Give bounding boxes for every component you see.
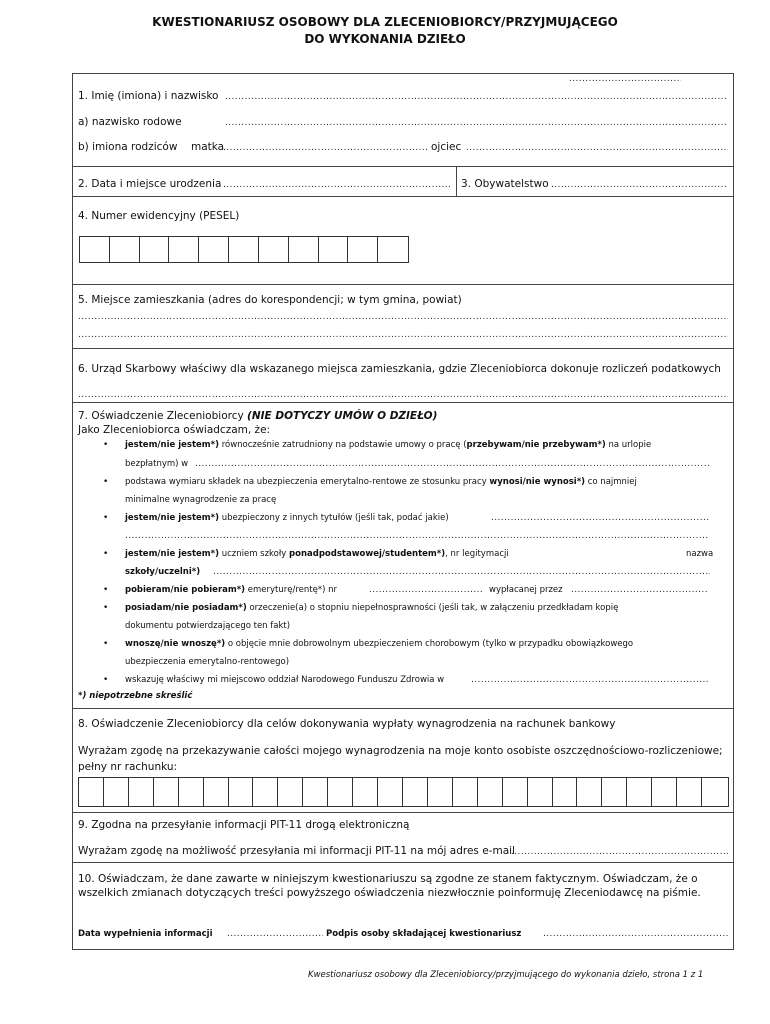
account-cell[interactable] — [253, 778, 278, 806]
address-field-1[interactable] — [78, 312, 728, 323]
parents-label: b) imiona rodziców — [78, 141, 178, 153]
address-label: 5. Miejsce zamieszkania (adres do korespondencji; w tym gmina, powiat) — [78, 294, 462, 306]
pesel-cell[interactable] — [229, 237, 259, 262]
maiden-name-field[interactable] — [225, 118, 728, 129]
account-cell[interactable] — [503, 778, 528, 806]
b5-field-2[interactable] — [571, 585, 709, 596]
form-title-line1: KWESTIONARIUSZ OSOBOWY DLA ZLECENIOBIORCY/PRZYJMUJĄCEGO — [152, 15, 618, 29]
bullet-icon: • — [103, 603, 109, 613]
divider — [73, 402, 733, 403]
b5-bold: pobieram/nie pobieram*) — [125, 585, 246, 595]
account-cell[interactable] — [353, 778, 378, 806]
account-cell[interactable] — [403, 778, 428, 806]
pesel-grid[interactable] — [79, 236, 409, 263]
bullet-icon: • — [103, 549, 109, 559]
divider — [73, 166, 733, 167]
father-field[interactable] — [466, 143, 728, 154]
b5-text: emeryturę/rentę*) — [247, 585, 326, 595]
date-field[interactable] — [227, 929, 323, 940]
divider-vertical — [456, 166, 457, 196]
form-box — [72, 73, 734, 950]
account-cell[interactable] — [702, 778, 728, 806]
mother-field[interactable] — [223, 143, 429, 154]
pesel-label: 4. Numer ewidencyjny (PESEL) — [78, 210, 240, 222]
account-cell[interactable] — [278, 778, 303, 806]
bullet-7 — [125, 639, 633, 650]
b3-bold: jestem/nie jestem*) — [125, 513, 219, 523]
maiden-name-label: a) nazwisko rodowe — [78, 116, 182, 128]
b6-text: orzeczenie(a) o stopniu niepełnosprawności (jeśli tak, w załączeniu przedkładam kopię — [249, 603, 619, 613]
b3-field-2[interactable] — [125, 531, 709, 542]
b1-field[interactable] — [195, 459, 710, 470]
citizenship-label: 3. Obywatelstwo — [461, 178, 549, 190]
account-cell[interactable] — [428, 778, 453, 806]
b2-bold: wynosi/nie wynosi*) — [489, 477, 586, 487]
b2-text: podstawa wymiaru składek na ubezpieczenia emerytalno-rentowe ze stosunku pracy — [125, 477, 487, 487]
b4-field-2[interactable] — [213, 567, 710, 578]
pit-text: Wyrażam zgodę na możliwość przesyłania mi informacji PIT-11 na mój adres e-mail — [78, 845, 515, 857]
b5-text2: wypłacanej przez — [489, 585, 563, 595]
b8-field[interactable] — [471, 675, 709, 686]
bullet-5 — [125, 585, 337, 596]
bullet-4 — [125, 549, 509, 560]
b1-bold2: przebywam/nie przebywam*) — [466, 440, 606, 450]
account-cell[interactable] — [478, 778, 503, 806]
b2-text2: co najmniej — [587, 477, 637, 487]
s7-heading — [78, 410, 437, 423]
bullet-icon: • — [103, 675, 109, 685]
pit-label: 9. Zgodna na przesyłanie informacji PIT-11 drogą elektroniczną — [78, 819, 410, 831]
declaration-text1: 10. Oświadczam, że dane zawarte w niniejszym kwestionariuszu są zgodne ze stanem faktycznym. Oświadczam, że o — [78, 873, 698, 885]
b1-bold: jestem/nie jestem*) — [125, 440, 219, 450]
declaration-text2: wszelkich zmianach dotyczących treści powyższego oświadczenia niezwłocznie poinformuję Zleceniodawcę na piśmie. — [78, 887, 701, 899]
b5-field[interactable] — [369, 585, 483, 596]
birth-label: 2. Data i miejsce urodzenia — [78, 178, 222, 190]
b6-bold: posiadam/nie posiadam*) — [125, 603, 247, 613]
account-cell[interactable] — [204, 778, 229, 806]
b3-text: ubezpieczony z innych tytułów (jeśli tak, podać jakie) — [221, 513, 449, 523]
bullet-2 — [125, 477, 637, 488]
bullet-1 — [125, 440, 651, 451]
divider — [73, 284, 733, 285]
account-grid[interactable] — [78, 777, 729, 807]
account-cell[interactable] — [229, 778, 254, 806]
divider — [73, 708, 733, 709]
pesel-cell[interactable] — [289, 237, 319, 262]
b4-text3: nazwa — [686, 549, 714, 559]
pesel-cell[interactable] — [140, 237, 170, 262]
pesel-cell[interactable] — [348, 237, 378, 262]
account-cell[interactable] — [528, 778, 553, 806]
bank-text2: pełny nr rachunku: — [78, 761, 178, 773]
b4-text: uczniem szkoły — [221, 549, 287, 559]
account-cell[interactable] — [179, 778, 204, 806]
b7-bold: wnoszę/nie wnoszę*) — [125, 639, 226, 649]
b1-text2: na urlopie — [605, 440, 652, 450]
bullet-6 — [125, 603, 618, 614]
b4-line2-bold: szkoły/uczelni*) — [125, 567, 201, 577]
sign-field[interactable] — [543, 929, 729, 940]
b4-text2: , nr legitymacji — [445, 549, 509, 559]
bullet-6-line2: dokumentu potwierdzającego ten fakt) — [125, 621, 291, 631]
pesel-cell[interactable] — [169, 237, 199, 262]
date-label: Data wypełnienia informacji — [78, 929, 213, 939]
pesel-cell[interactable] — [319, 237, 349, 262]
bullet-icon: • — [103, 585, 109, 595]
pesel-cell[interactable] — [80, 237, 110, 262]
account-cell[interactable] — [602, 778, 627, 806]
divider — [73, 862, 733, 863]
account-cell[interactable] — [154, 778, 179, 806]
bank-text1: Wyrażam zgodę na przekazywanie całości mojego wynagrodzenia na moje konto osobiste oszczędnościowo-rozliczeniowe; — [78, 745, 723, 757]
mother-label: matka — [191, 141, 225, 153]
s7-heading-text: 7. Oświadczenie Zleceniobiorcy — [78, 410, 244, 422]
tax-office-field[interactable] — [78, 390, 728, 401]
bullet-8: wskazuję właściwy mi miejscowo oddział Narodowego Funduszu Zdrowia w — [125, 675, 445, 685]
account-cell[interactable] — [553, 778, 578, 806]
s7-intro: Jako Zleceniobiorca oświadczam, że: — [78, 424, 271, 436]
email-field[interactable] — [511, 847, 728, 858]
name-label: 1. Imię (imiona) i nazwisko — [78, 90, 219, 102]
pesel-cell[interactable] — [110, 237, 140, 262]
birth-field[interactable] — [223, 180, 451, 191]
pesel-cell[interactable] — [199, 237, 229, 262]
account-cell[interactable] — [328, 778, 353, 806]
bullet-4-line2 — [125, 567, 200, 578]
b4-bold2: ponadpodstawowej/studentem*) — [289, 549, 446, 559]
address-field-2[interactable] — [78, 330, 728, 341]
b7-text: o objęcie mnie dobrowolnym ubezpieczeniem chorobowym (tylko w przypadku obowiązkowego — [227, 639, 634, 649]
account-cell[interactable] — [677, 778, 702, 806]
tax-office-label: 6. Urząd Skarbowy właściwy dla wskazanego miejsca zamieszkania, gdzie Zleceniobiorca dokonuje rozliczeń podatkowych — [78, 363, 721, 375]
b4-field[interactable] — [569, 74, 681, 85]
pesel-cell[interactable] — [378, 237, 408, 262]
account-cell[interactable] — [303, 778, 328, 806]
bullet-icon: • — [103, 513, 109, 523]
account-cell[interactable] — [652, 778, 677, 806]
father-label: ojciec — [431, 141, 462, 153]
footnote-unnecessary: *) niepotrzebne skreślić — [78, 691, 193, 701]
divider — [73, 196, 733, 197]
sign-label: Podpis osoby składającej kwestionariusz — [326, 929, 522, 939]
bullet-7-line2: ubezpieczenia emerytalno-rentowego) — [125, 657, 290, 667]
account-cell[interactable] — [453, 778, 478, 806]
account-cell[interactable] — [104, 778, 129, 806]
bullet-icon: • — [103, 440, 109, 450]
pesel-cell[interactable] — [259, 237, 289, 262]
citizenship-field[interactable] — [551, 180, 728, 191]
b1-text: równocześnie zatrudniony na podstawie umowy o pracę ( — [221, 440, 467, 450]
divider — [73, 348, 733, 349]
account-cell[interactable] — [129, 778, 154, 806]
account-cell[interactable] — [627, 778, 652, 806]
bullet-2-line2: minimalne wynagrodzenie za pracę — [125, 495, 277, 505]
s7-heading-bold: (NIE DOTYCZY UMÓW O DZIEŁO) — [247, 410, 438, 422]
account-cell[interactable] — [378, 778, 403, 806]
divider — [73, 812, 733, 813]
b4-bold: jestem/nie jestem*) — [125, 549, 219, 559]
bullet-1-line2: bezpłatnym) w — [125, 459, 189, 469]
bullet-icon: • — [103, 639, 109, 649]
account-cell[interactable] — [79, 778, 104, 806]
account-cell[interactable] — [577, 778, 602, 806]
b5-nr: nr — [328, 585, 337, 595]
bullet-icon: • — [103, 477, 109, 487]
page-footer: Kwestionariusz osobowy dla Zleceniobiorcy/przyjmującego do wykonania dzieło, strona 1 z 1 — [308, 970, 704, 980]
form-title-line2: DO WYKONANIA DZIEŁO — [304, 32, 466, 46]
bullet-3 — [125, 513, 449, 524]
bank-label: 8. Oświadczenie Zleceniobiorcy dla celów dokonywania wypłaty wynagrodzenia na rachunek bankowy — [78, 718, 616, 730]
b3-field[interactable] — [491, 513, 709, 524]
name-field[interactable] — [225, 92, 728, 103]
